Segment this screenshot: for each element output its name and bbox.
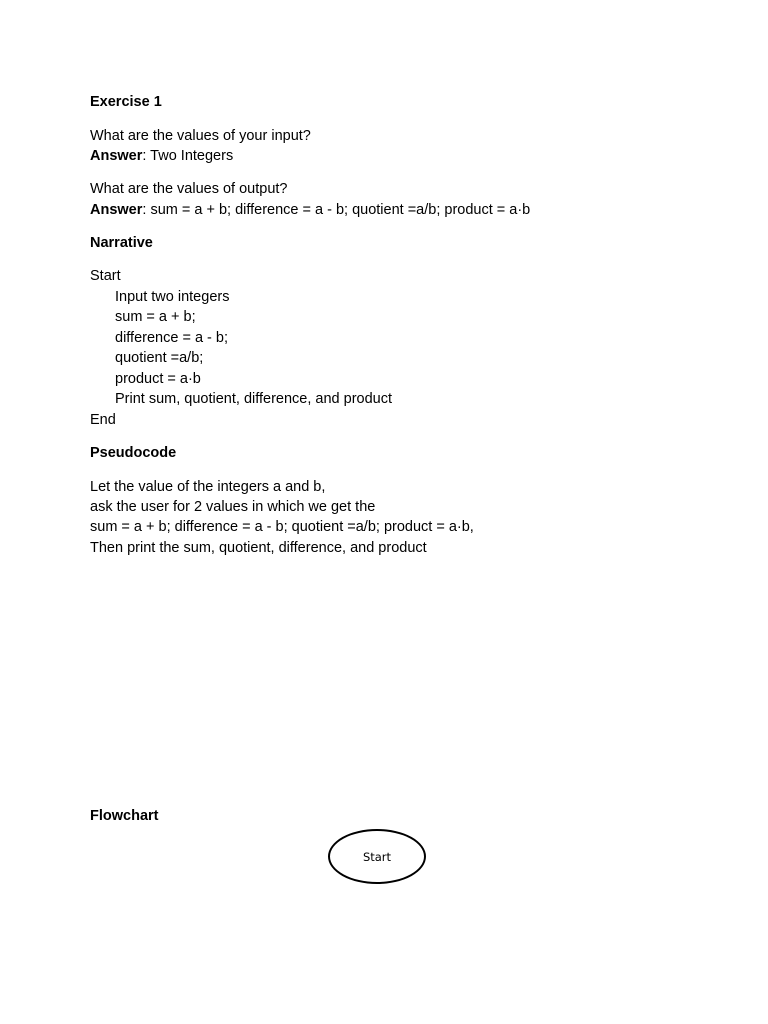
flowchart-start-label: Start — [362, 849, 392, 864]
input-answer-text: : Two Integers — [142, 148, 234, 164]
pseudocode-line: Let the value of the integers a and b, — [90, 479, 326, 495]
narrative-end: End — [90, 412, 116, 428]
exercise-title: Exercise 1 — [90, 94, 162, 110]
input-answer — [90, 148, 233, 165]
output-question: What are the values of output? — [90, 181, 288, 197]
output-answer-text: : sum = a + b; difference = a - b; quotient =a/b; product = a·b — [142, 202, 531, 218]
pseudocode-line: Then print the sum, quotient, difference, and product — [90, 540, 427, 556]
input-question: What are the values of your input? — [90, 128, 311, 144]
output-answer — [90, 202, 530, 219]
input-answer-label: Answer — [90, 148, 143, 164]
flowchart-start-terminator — [328, 829, 426, 884]
pseudocode-line: ask the user for 2 values in which we get the — [90, 499, 376, 515]
output-answer-label: Answer — [90, 202, 143, 218]
narrative-step: Print sum, quotient, difference, and product — [115, 391, 393, 407]
narrative-step: product = a·b — [115, 371, 201, 387]
narrative-start: Start — [90, 268, 121, 284]
pseudocode-heading: Pseudocode — [90, 445, 177, 461]
flowchart-heading: Flowchart — [90, 808, 159, 824]
narrative-step: difference = a - b; — [115, 330, 228, 346]
narrative-heading: Narrative — [90, 235, 153, 251]
pseudocode-line: sum = a + b; difference = a - b; quotient =a/b; product = a·b, — [90, 519, 474, 535]
narrative-step: sum = a + b; — [115, 309, 196, 325]
narrative-step: Input two integers — [115, 289, 230, 305]
narrative-step: quotient =a/b; — [115, 350, 204, 366]
